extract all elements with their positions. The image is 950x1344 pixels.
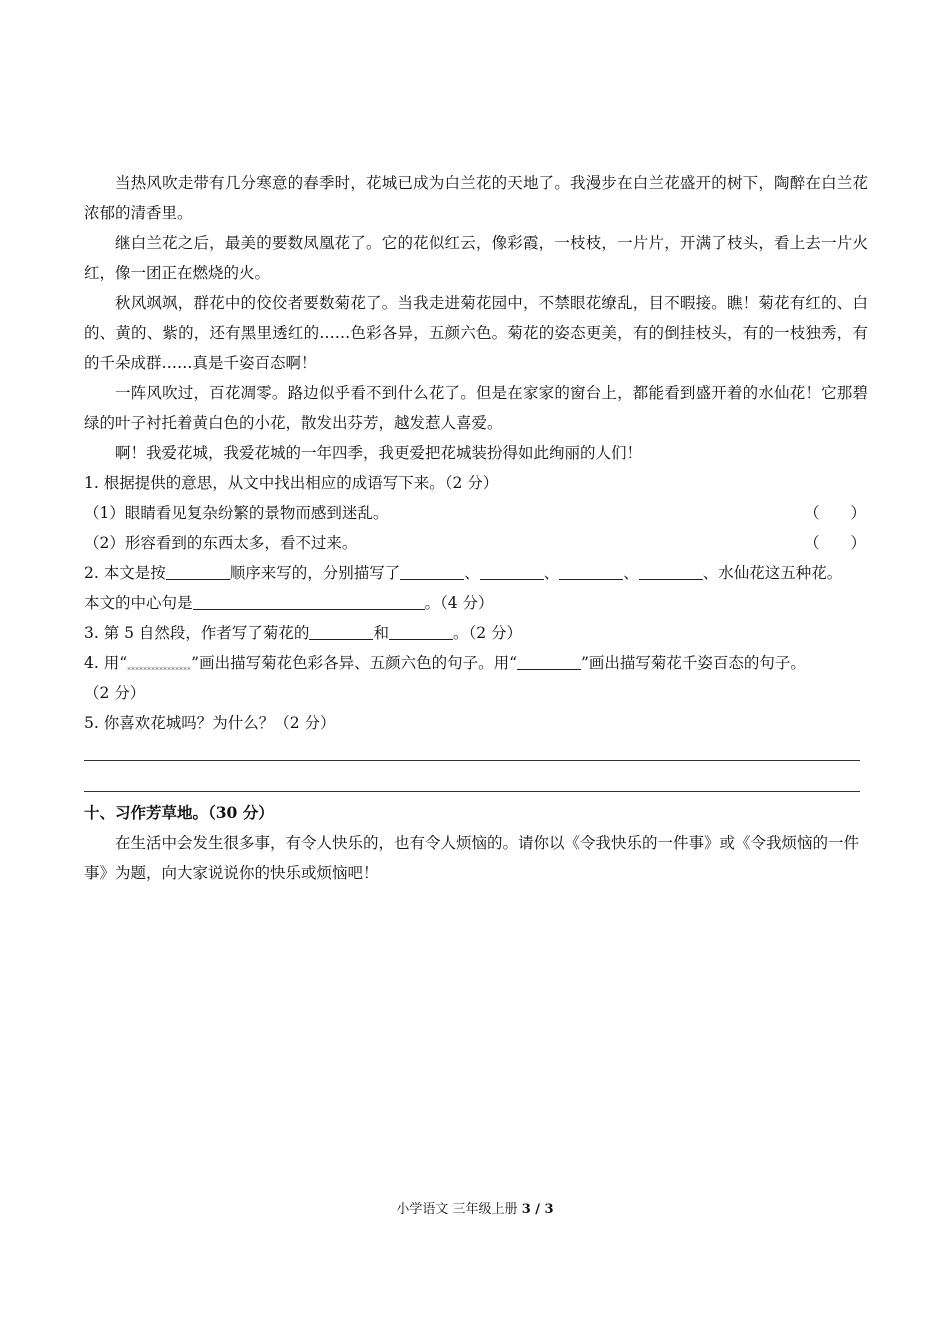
passage-paragraph-4: 一阵风吹过，百花凋零。路边似乎看不到什么花了。但是在家家的窗台上，都能看到盛开着的水仙花！它那碧绿的叶子衬托着黄白色的小花，散发出芬芳，越发惹人喜爱。 xyxy=(84,384,868,432)
page-footer xyxy=(0,1198,950,1217)
question-1-answer-2[interactable]: （ ） xyxy=(803,534,866,552)
question-1-item-1 xyxy=(84,498,868,528)
question-4-text-3: ”画出描写菊花千姿百态的句子。 xyxy=(581,654,806,672)
question-2 xyxy=(84,558,868,588)
question-2-text-1: 2. 本文是按 xyxy=(84,564,166,582)
question-2-blank-central-sentence[interactable] xyxy=(193,594,425,611)
question-2-text-2: 顺序来写的，分别描写了 xyxy=(229,564,401,582)
question-2-blank-flower-4[interactable] xyxy=(639,564,703,581)
question-4 xyxy=(84,648,868,678)
question-3-blank-2[interactable] xyxy=(389,624,453,641)
question-4-score: （2 分） xyxy=(84,684,146,702)
passage-paragraph-2: 继白兰花之后，最美的要数凤凰花了。它的花似红云，像彩霞，一枝枝，一片片，开满了枝头，看上去一片火红，像一团正在燃烧的火。 xyxy=(84,234,868,282)
question-1-item-1-text: （1）眼睛看见复杂纷繁的景物而感到迷乱。 xyxy=(84,504,389,522)
question-2-blank-flower-3[interactable] xyxy=(559,564,623,581)
question-5-answer-line-2[interactable] xyxy=(84,761,860,792)
question-4-straight-line-sample xyxy=(517,654,581,671)
question-2-sep-1: 、 xyxy=(464,564,480,582)
exam-page xyxy=(84,168,868,888)
question-3-text-2: 和 xyxy=(373,624,389,642)
section-10-prompt: 在生活中会发生很多事，有令人快乐的，也有令人烦恼的。请你以《令我快乐的一件事》或《令我烦恼的一件事》为题，向大家说说你的快乐或烦恼吧！ xyxy=(84,834,860,882)
section-10-title: 十、习作芳草地。（30 分） xyxy=(84,803,274,822)
passage-paragraph-1: 当热风吹走带有几分寒意的春季时，花城已成为白兰花的天地了。我漫步在白兰花盛开的树下，陶醉在白兰花浓郁的清香里。 xyxy=(84,174,868,222)
reading-passage xyxy=(84,168,868,468)
question-2-sep-2: 、 xyxy=(543,564,560,582)
question-5-stem: 5. 你喜欢花城吗？为什么？（2 分） xyxy=(84,714,336,732)
question-1-stem: 1. 根据提供的意思，从文中找出相应的成语写下来。（2 分） xyxy=(84,474,499,492)
question-1-item-2 xyxy=(84,528,868,558)
question-3-blank-1[interactable] xyxy=(309,624,373,641)
question-4-text-1: 4. 用“ xyxy=(84,654,128,672)
question-2-text-5: 。（4 分） xyxy=(424,594,494,612)
question-1-answer-1[interactable]: （ ） xyxy=(803,504,866,522)
question-4-text-2: ”画出描写菊花色彩各异、五颜六色的句子。用“ xyxy=(191,654,517,672)
question-4-wavy-line-sample xyxy=(127,655,191,671)
question-2-blank-flower-1[interactable] xyxy=(400,564,464,581)
question-2-blank-order[interactable] xyxy=(166,564,230,581)
page-number: 3 / 3 xyxy=(521,1202,554,1217)
question-2-line-2 xyxy=(84,588,868,618)
question-3-text-1: 3. 第 5 自然段，作者写了菊花的 xyxy=(84,624,310,642)
question-2-text-4: 本文的中心句是 xyxy=(84,594,193,612)
question-3 xyxy=(84,618,868,648)
question-1-item-2-text: （2）形容看到的东西太多，看不过来。 xyxy=(84,534,358,552)
question-2-sep-3: 、 xyxy=(623,564,639,582)
passage-paragraph-5: 啊！我爱花城，我爱花城的一年四季，我更爱把花城装扮得如此绚丽的人们！ xyxy=(115,444,643,462)
question-5-answer-line-1[interactable] xyxy=(84,738,860,761)
footer-label: 小学语文 三年级上册 xyxy=(396,1202,518,1217)
question-3-text-3: 。（2 分） xyxy=(452,624,522,642)
question-2-text-3: 、水仙花这五种花。 xyxy=(702,564,843,582)
question-2-blank-flower-2[interactable] xyxy=(480,564,544,581)
passage-paragraph-3: 秋风飒飒，群花中的佼佼者要数菊花了。当我走进菊花园中，不禁眼花缭乱，目不暇接。瞧！菊花有红的、白的、黄的、紫的，还有黑里透红的……色彩各异，五颜六色。菊花的姿态更美，有的倒挂枝头，有的一枝独秀，有的千朵成群……真是千姿百态啊！ xyxy=(84,294,868,372)
